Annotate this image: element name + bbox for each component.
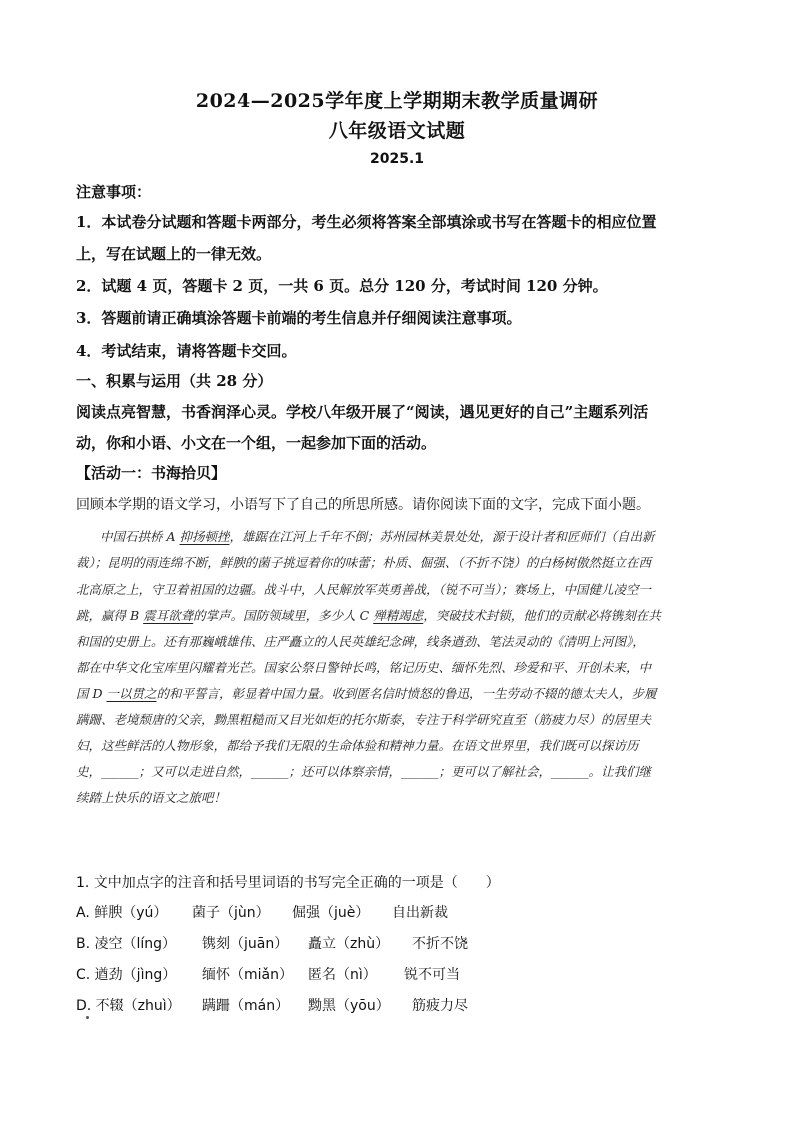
notice-item-1: 1．本试卷分试题和答题卡两部分，考生必须将答案全部填涂或书写在答题卡的相应位置 <box>76 213 657 231</box>
option-c: C. 遒劲（jìng） 缅怀（miǎn） 匿名（nì） 锐不可当 <box>76 967 460 983</box>
passage-line: 国 D 一以贯之的和平誓言，彰显着中国力量。收到匿名信时愤怒的鲁迅，一生劳动不辍的德太夫人，步履 <box>76 686 657 701</box>
notice-item-1-cont: 上，写在试题上的一律无效。 <box>76 245 272 263</box>
notice-item-2: 2．试题 4 页，答题卡 2 页，一共 6 页。总分 120 分，考试时间 120 分钟。 <box>76 277 608 295</box>
question-1-stem: 1. 文中加点字的注音和括号里词语的书写完全正确的一项是（ ） <box>76 875 500 891</box>
passage-line: 蹒跚、老境颓唐的父亲，黝黑粗糙而又目光如炬的托尔斯泰，专注于科学研究直至（筋疲力尽）的居里夫 <box>76 712 652 727</box>
option-b: B. 凌空（líng） 镌刻（juān） 矗立（zhù） 不折不饶 <box>76 936 468 952</box>
activity-instruction: 回顾本学期的语文学习，小语写下了自己的所思所感。请你阅读下面的文字，完成下面小题。 <box>76 497 650 513</box>
activity-title: 【活动一：书海拾贝】 <box>76 464 227 482</box>
passage-line: 中国石拱桥 A 抑扬顿挫，雄踞在江河上千年不倒；苏州园林美景处处，源于设计者和匠师们（自出新 <box>100 529 655 544</box>
exam-date: 2025.1 <box>369 151 425 167</box>
passage-line: 和国的史册上。还有那巍峨雄伟、庄严矗立的人民英雄纪念碑，线条遒劲、笔法灵动的《清明上河图》， <box>76 634 645 649</box>
passage-line: 都在中华文化宝库里闪耀着光芒。国家公祭日警钟长鸣，铭记历史、缅怀先烈、珍爱和平、开创未来，中 <box>76 660 652 675</box>
passage-line: 史，______；又可以走进自然，______；还可以体察亲情，______；更可以了解社会，______。让我们继 <box>76 764 652 779</box>
section-intro-2: 动，你和小语、小文在一个组，一起参加下面的活动。 <box>76 434 437 452</box>
passage-line: 跳，赢得 B 震耳欲聋的掌声。国防领域里，多少人 C 殚精竭虑，突破技术封锁，他们的贡献必将镌刻在共 <box>76 608 661 623</box>
section-intro-1: 阅读点亮智慧，书香润泽心灵。学校八年级开展了“阅读，遇见更好的自己”主题系列活 <box>76 403 649 421</box>
passage-line: 续踏上快乐的语文之旅吧！ <box>76 790 227 805</box>
stray-dot <box>86 1016 89 1019</box>
passage-line: 妇，这些鲜活的人物形象，都给予我们无限的生命体验和精神力量。在语文世界里，我们既可以探访历 <box>76 738 639 753</box>
passage-line: 裁）；昆明的雨连绵不断，鲜腴的菌子挑逗着你的味蕾；朴质、倔强、（不折不饶）的白杨树傲然挺立在西 <box>76 555 652 570</box>
passage-line: 北高原之上，守卫着祖国的边疆。战斗中，人民解放军英勇善战，（锐不可当）；赛场上，中国健儿凌空一 <box>76 582 652 597</box>
exam-title: 2024—2025学年度上学期期末教学质量调研 <box>195 90 599 112</box>
exam-subtitle: 八年级语文试题 <box>328 120 466 142</box>
notice-item-4: 4．考试结束，请将答题卡交回。 <box>76 342 297 360</box>
notice-item-3: 3．答题前请正确填涂答题卡前端的考生信息并仔细阅读注意事项。 <box>76 309 522 327</box>
section-heading: 一、积累与运用（共 28 分） <box>76 372 273 390</box>
option-a: A. 鲜腴（yú） 菌子（jùn） 倔强（juè） 自出新裁 <box>76 905 448 921</box>
option-d: D. 不辍（zhuì） 蹒跚（mán） 黝黑（yōu） 筋疲力尽 <box>76 998 468 1014</box>
notice-heading: 注意事项： <box>76 183 152 201</box>
